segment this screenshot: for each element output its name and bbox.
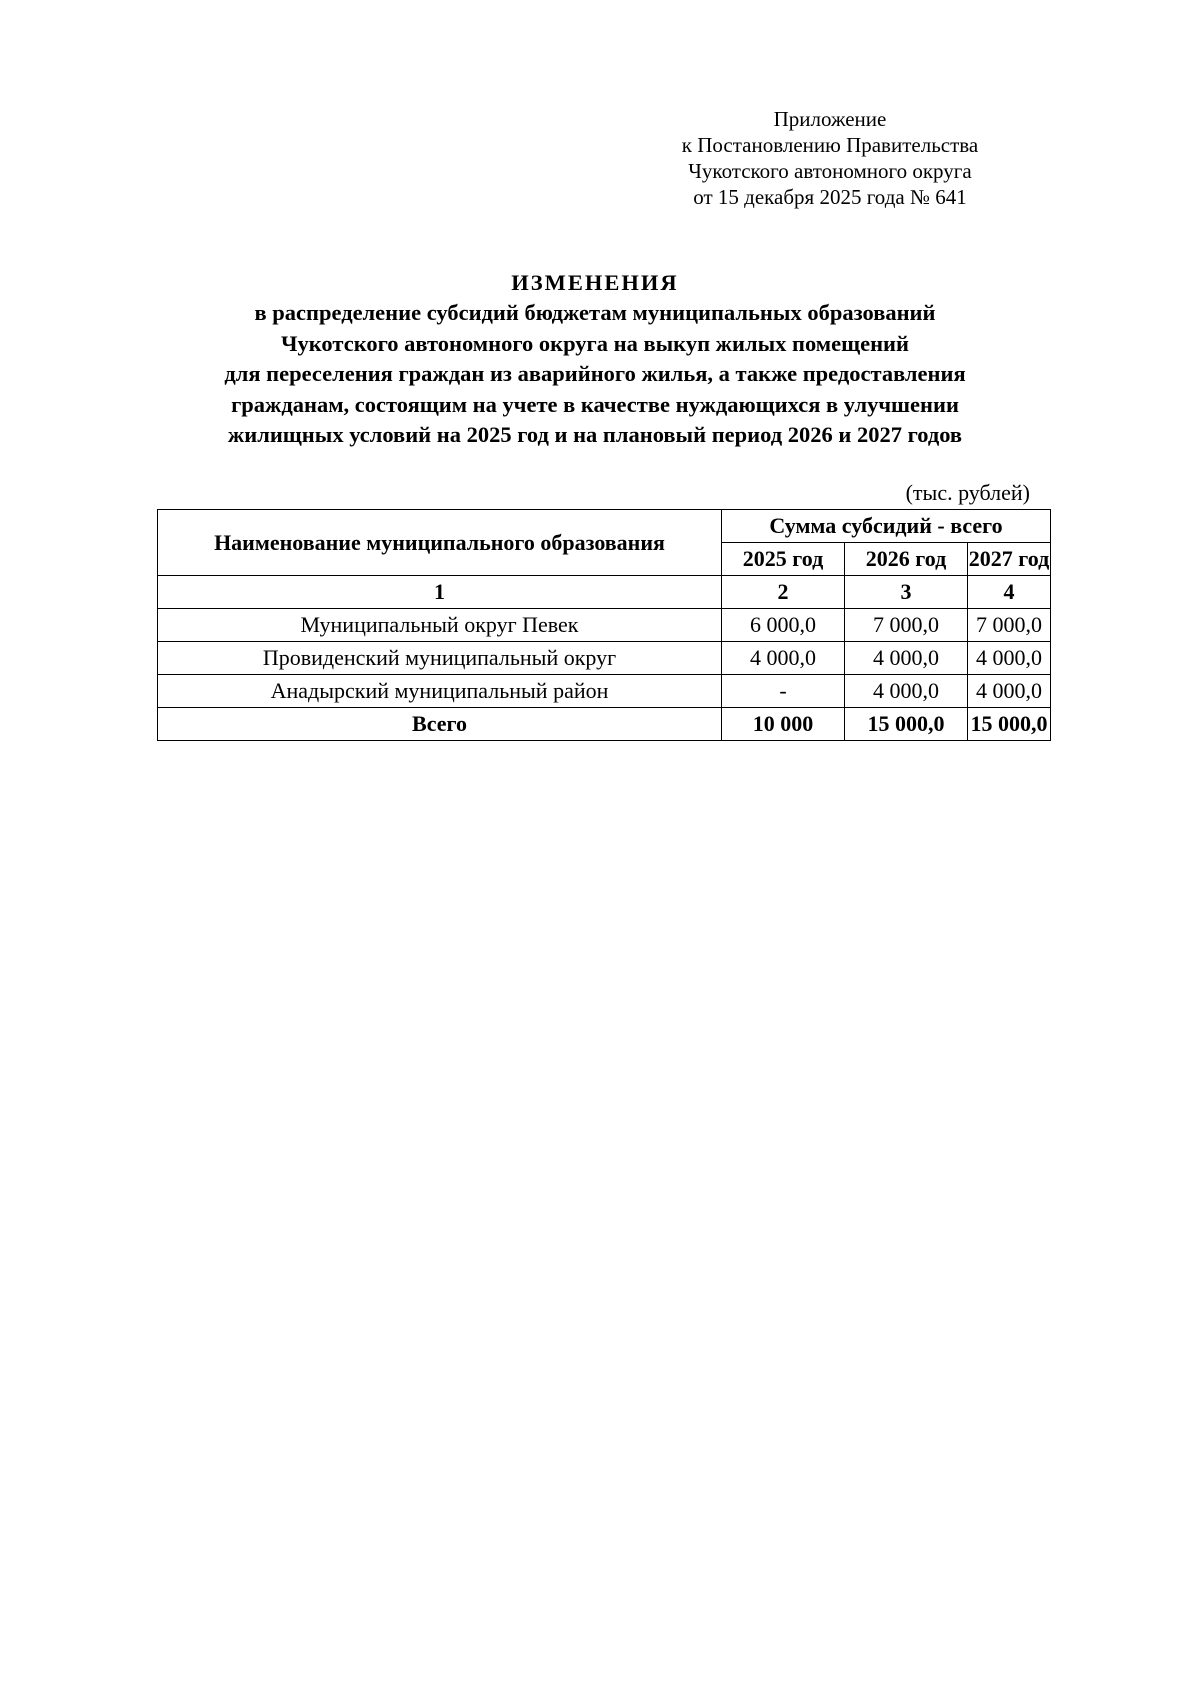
header-year: 2026 год xyxy=(845,543,968,576)
value-cell: 7 000,0 xyxy=(845,609,968,642)
municipality-name: Муниципальный округ Певек xyxy=(158,609,722,642)
header-year: 2027 год xyxy=(968,543,1051,576)
column-number: 4 xyxy=(968,576,1051,609)
total-value: 10 000 xyxy=(722,708,845,741)
table-header-row xyxy=(158,510,1051,543)
total-label: Всего xyxy=(158,708,722,741)
table-row xyxy=(158,675,1051,708)
header-sum: Сумма субсидий - всего xyxy=(722,510,1051,543)
value-cell: 4 000,0 xyxy=(968,675,1051,708)
column-numbers-row xyxy=(158,576,1051,609)
value-cell: 4 000,0 xyxy=(845,675,968,708)
title-heading: ИЗМЕНЕНИЯ xyxy=(511,270,679,295)
column-number: 1 xyxy=(158,576,722,609)
value-cell: - xyxy=(722,675,845,708)
column-number: 2 xyxy=(722,576,845,609)
appendix-line: Приложение xyxy=(773,107,887,131)
appendix-line: Чукотского автономного округа xyxy=(688,159,972,183)
value-cell: 4 000,0 xyxy=(722,642,845,675)
title-line: гражданам, состоящим на учете в качестве нуждающихся в улучшении xyxy=(231,391,959,417)
title-line: Чукотского автономного округа на выкуп жилых помещений xyxy=(281,330,909,356)
table-row xyxy=(158,609,1051,642)
table-row xyxy=(158,642,1051,675)
column-number: 3 xyxy=(845,576,968,609)
appendix-line: к Постановлению Правительства xyxy=(681,133,979,157)
value-cell: 6 000,0 xyxy=(722,609,845,642)
value-cell: 7 000,0 xyxy=(968,609,1051,642)
value-cell: 4 000,0 xyxy=(968,642,1051,675)
units-label: (тыс. рублей) xyxy=(905,480,1030,505)
value-cell: 4 000,0 xyxy=(845,642,968,675)
title-line: в распределение субсидий бюджетам муниципальных образований xyxy=(254,300,936,326)
appendix-block xyxy=(640,106,1020,210)
title-line: для переселения граждан из аварийного жилья, а также предоставления xyxy=(224,361,966,387)
total-value: 15 000,0 xyxy=(968,708,1051,741)
total-row xyxy=(158,708,1051,741)
document-title xyxy=(100,268,1090,450)
appendix-line: от 15 декабря 2025 года № 641 xyxy=(693,185,967,209)
header-year: 2025 год xyxy=(722,543,845,576)
municipality-name: Провиденский муниципальный округ xyxy=(158,642,722,675)
title-line: жилищных условий на 2025 год и на плановый период 2026 и 2027 годов xyxy=(227,422,963,448)
header-name: Наименование муниципального образования xyxy=(158,510,722,576)
total-value: 15 000,0 xyxy=(845,708,968,741)
subsidy-table xyxy=(157,509,1051,741)
municipality-name: Анадырский муниципальный район xyxy=(158,675,722,708)
